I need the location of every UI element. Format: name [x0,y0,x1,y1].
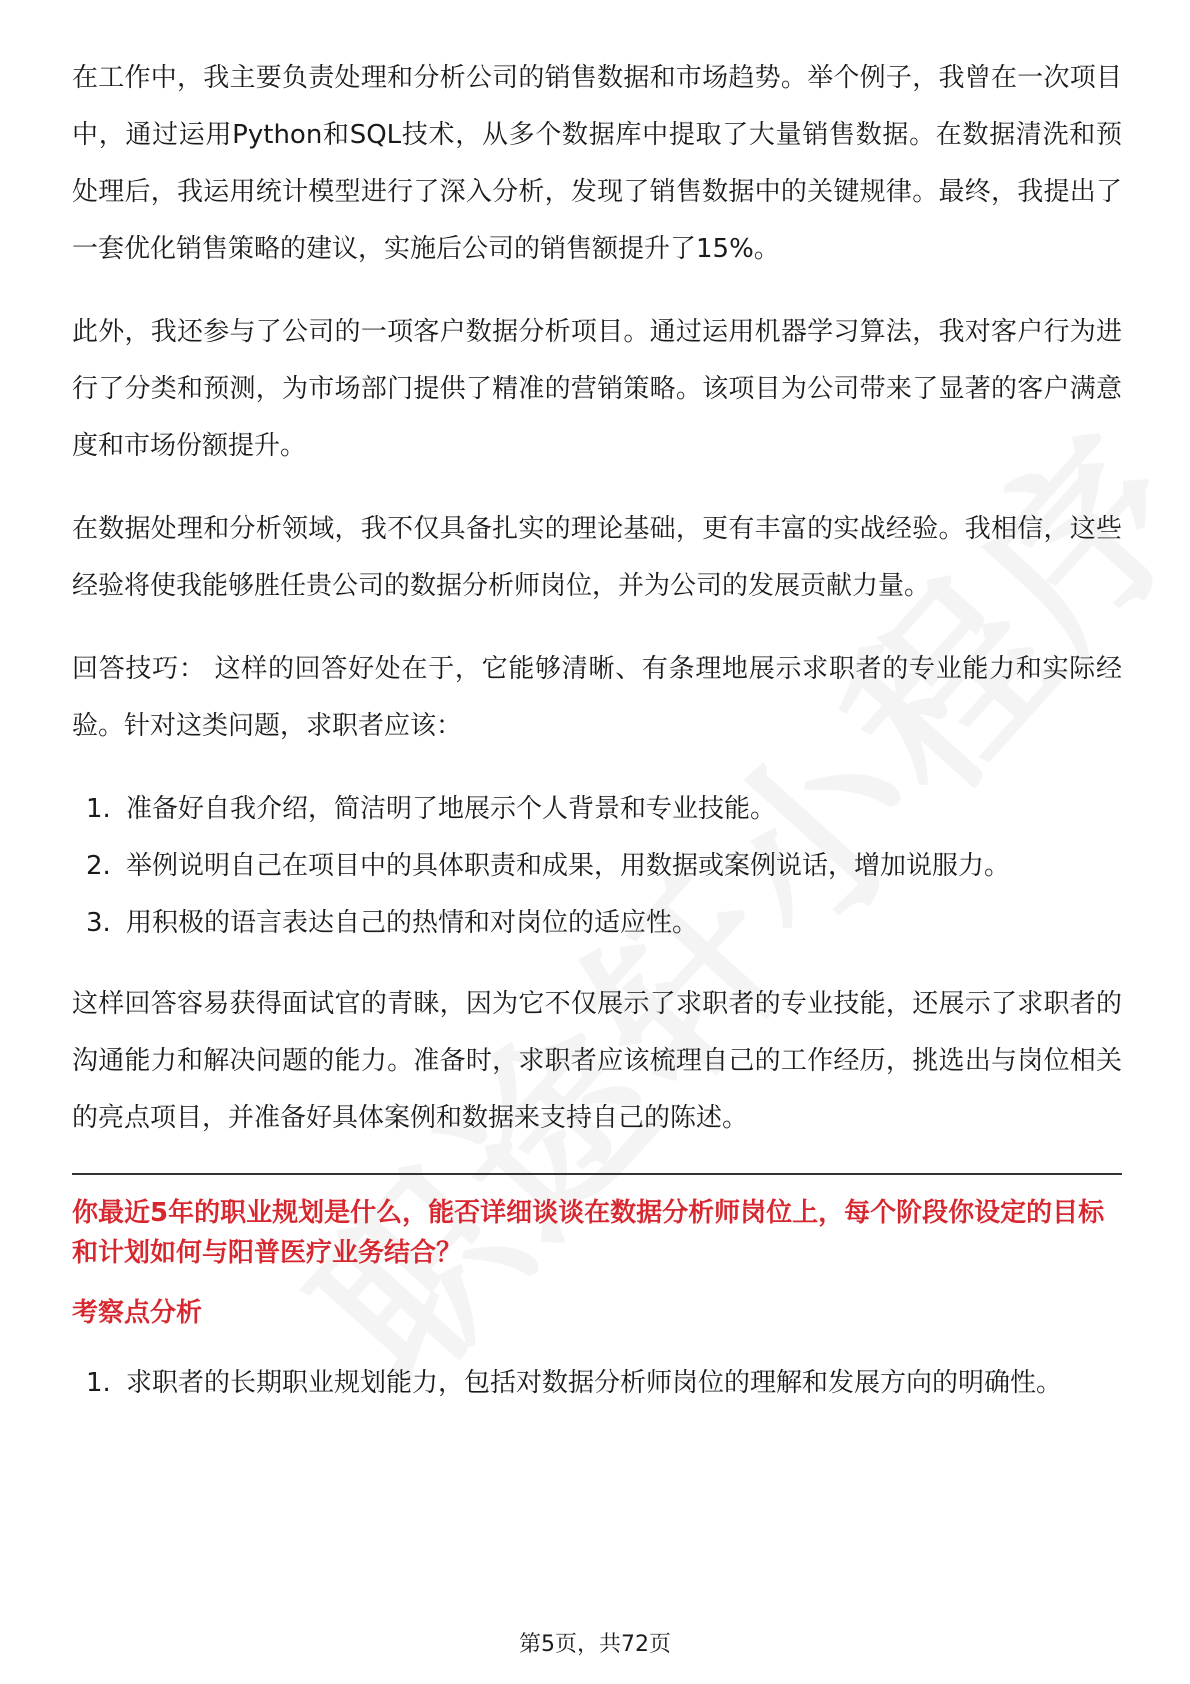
list-item [72,781,1122,838]
paragraph-answer-tips: 回答技巧： 这样的回答好处在于，它能够清晰、有条理地展示求职者的专业能力和实际经验。针对这类问题，求职者应该： [72,654,1122,741]
list-number: 3. [86,908,111,938]
list-number: 1. [86,794,111,824]
page-footer: 第5页，共72页 [519,1632,671,1657]
list-item [72,895,1122,952]
paragraph-work-experience: 在工作中，我主要负责处理和分析公司的销售数据和市场趋势。举个例子，我曾在一次项目中，通过运用Python和SQL技术，从多个数据库中提取了大量销售数据。在数据清洗和预处理后，我运用统计模型进行了深入分析，发现了销售数据中的关键规律。最终，我提出了一套优化销售策略的建议，实施后公司的销售额提升了15%。 [72,63,1122,264]
section-divider [72,1173,1122,1175]
list-number: 1. [86,1368,111,1398]
document-body [72,50,1122,1436]
interview-question: 你最近5年的职业规划是什么，能否详细谈谈在数据分析师岗位上，每个阶段你设定的目标和计划如何与阳普医疗业务结合？ [72,1198,1105,1268]
list-item [72,1355,1122,1412]
paragraph-closing: 这样回答容易获得面试官的青睐，因为它不仅展示了求职者的专业技能，还展示了求职者的沟通能力和解决问题的能力。准备时，求职者应该梳理自己的工作经历，挑选出与岗位相关的亮点项目，并准备好具体案例和数据来支持自己的陈述。 [72,989,1122,1133]
list-item-text: 用积极的语言表达自己的热情和对岗位的适应性。 [126,908,699,938]
tips-list [72,781,1122,952]
list-item-text: 求职者的长期职业规划能力，包括对数据分析师岗位的理解和发展方向的明确性。 [126,1368,1063,1398]
list-item-text: 准备好自我介绍，简洁明了地展示个人背景和专业技能。 [126,794,777,824]
paragraph-competence: 在数据处理和分析领域，我不仅具备扎实的理论基础，更有丰富的实战经验。我相信，这些经验将使我能够胜任贵公司的数据分析师岗位，并为公司的发展贡献力量。 [72,514,1122,601]
analysis-list [72,1355,1122,1412]
list-item [72,838,1122,895]
analysis-title: 考察点分析 [72,1298,203,1328]
paragraph-customer-project: 此外，我还参与了公司的一项客户数据分析项目。通过运用机器学习算法，我对客户行为进行了分类和预测，为市场部门提供了精准的营销策略。该项目为公司带来了显著的客户满意度和市场份额提升。 [72,317,1122,461]
list-number: 2. [86,851,111,881]
list-item-text: 举例说明自己在项目中的具体职责和成果，用数据或案例说话，增加说服力。 [126,851,1011,881]
